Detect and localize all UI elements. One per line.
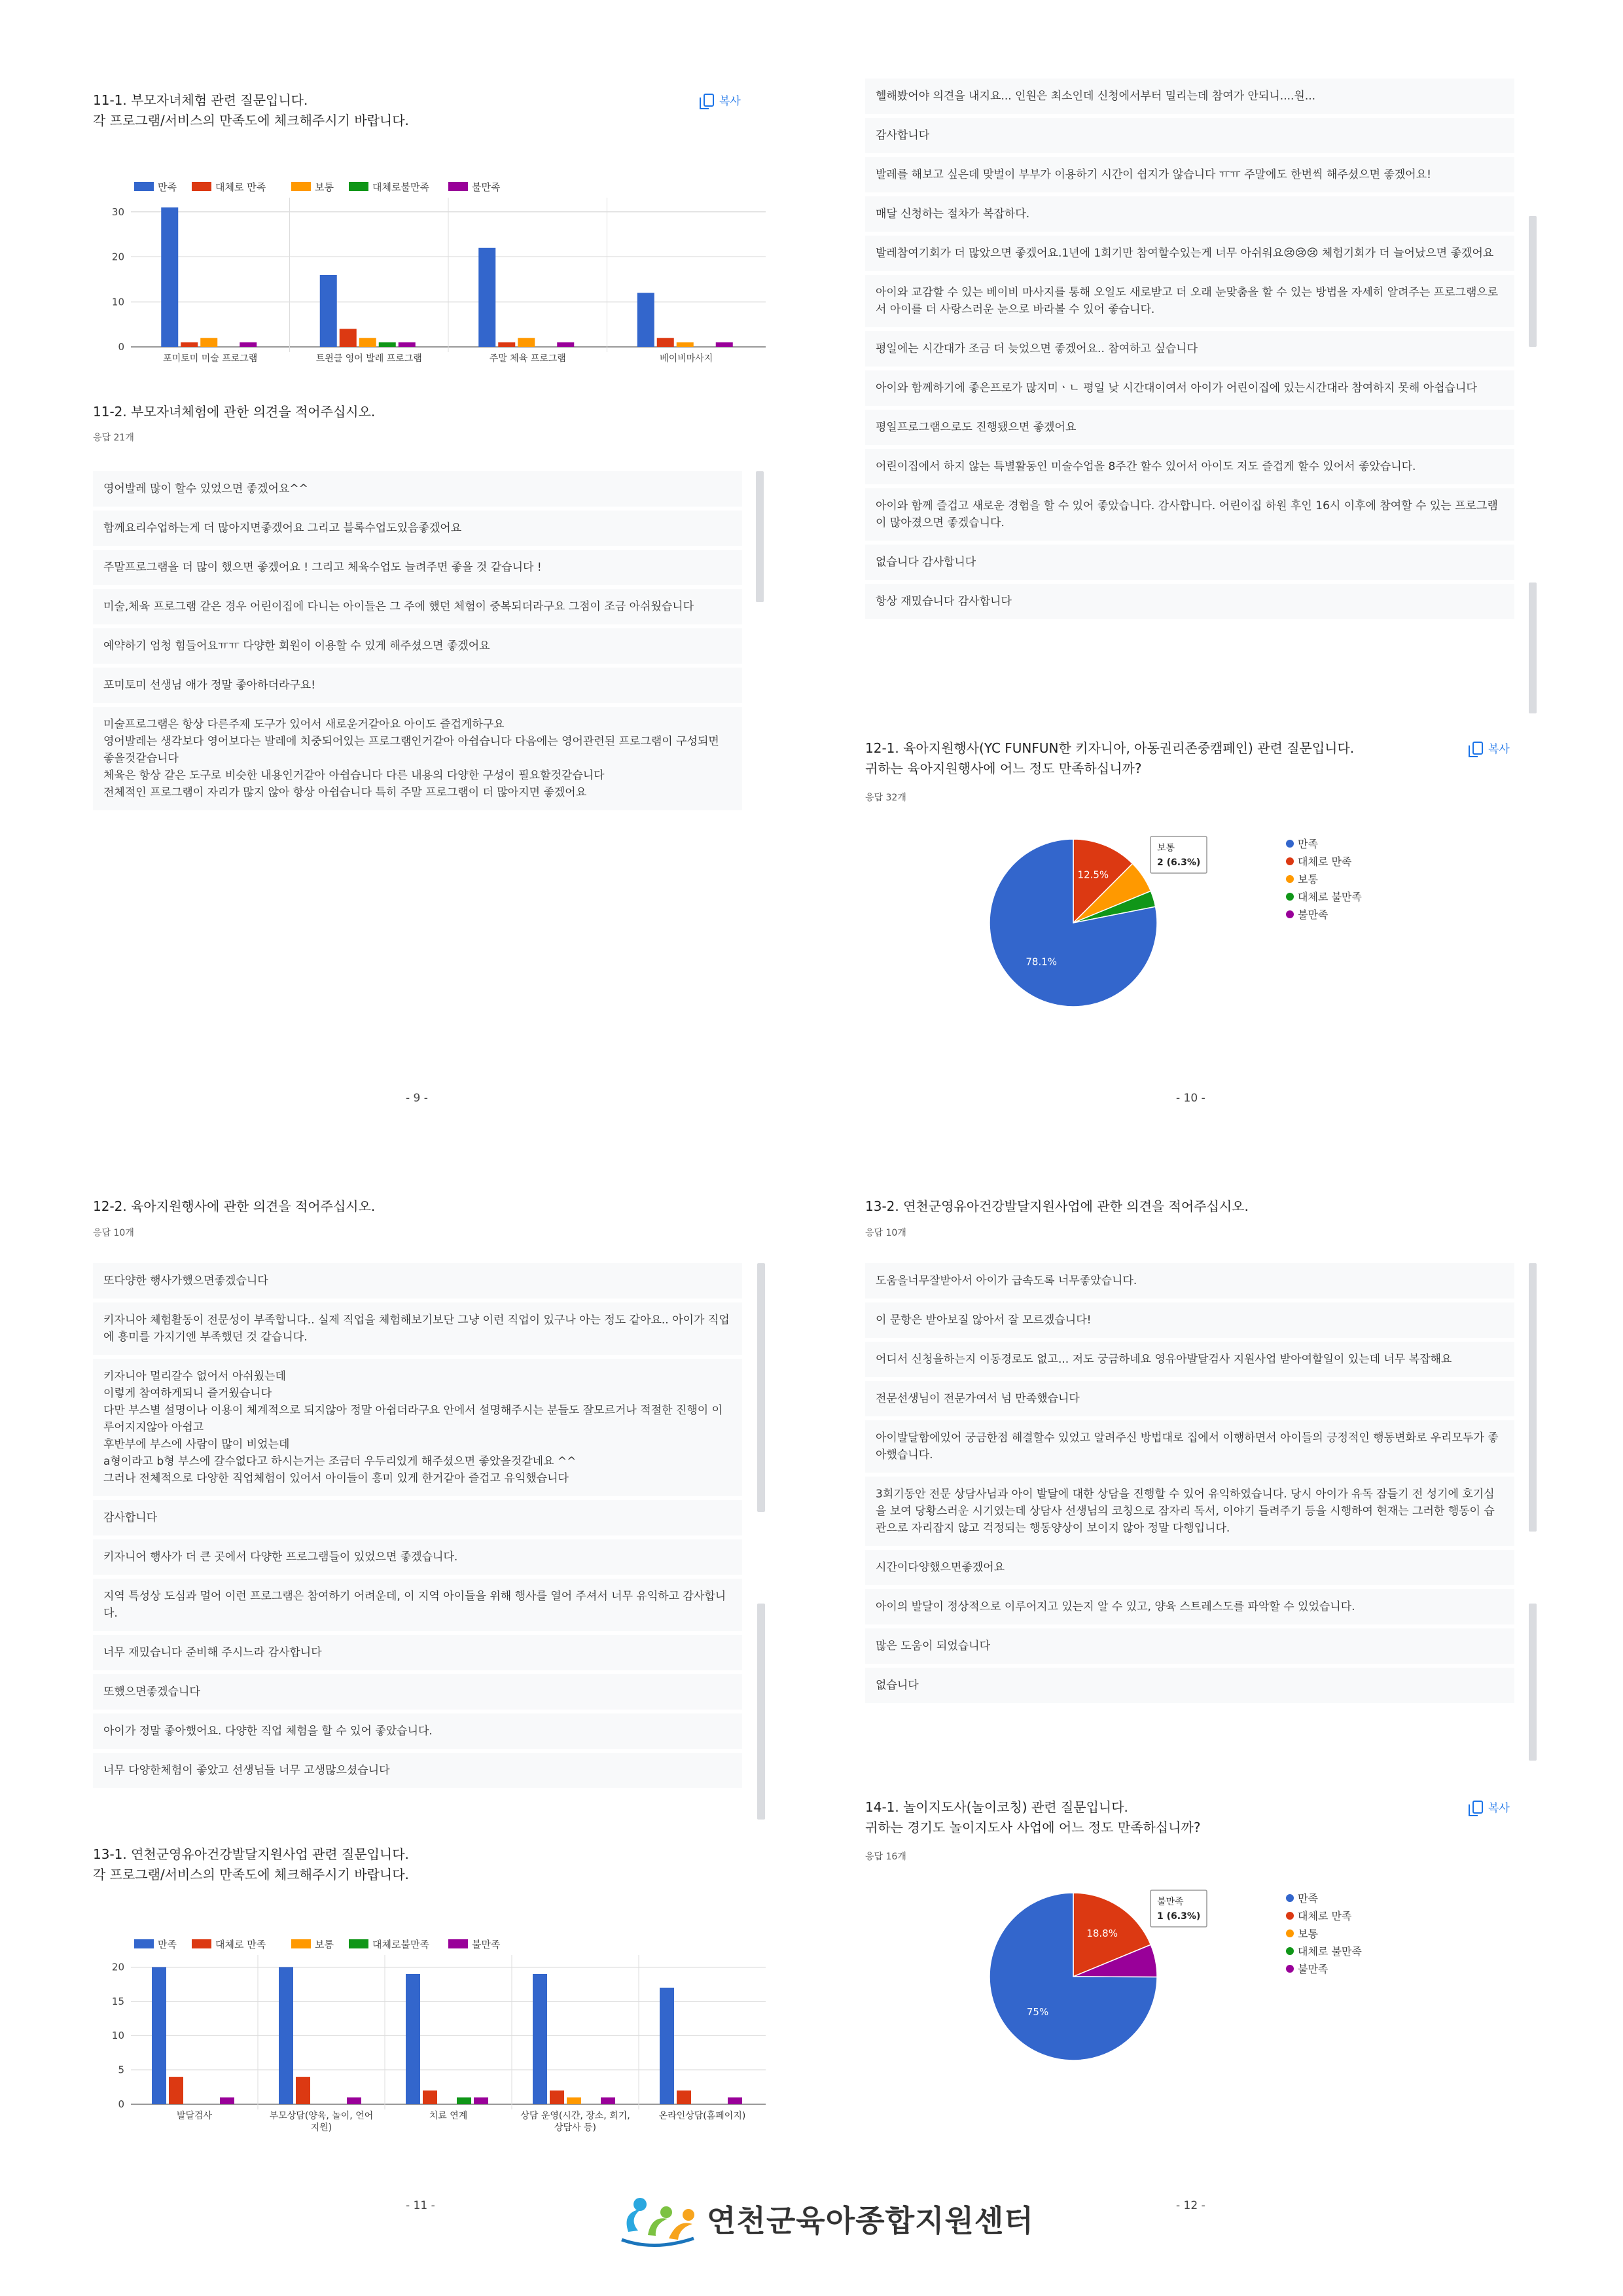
bar xyxy=(478,248,495,347)
bar xyxy=(474,2098,488,2104)
pie-slice-label: 78.1% xyxy=(1026,956,1058,968)
response-count: 응답 21개 xyxy=(93,433,134,443)
q11-2-title: 11-2. 부모자녀체험에 관한 의견을 적어주십시오. xyxy=(93,404,376,420)
x-tick-label: 온라인상담(홈페이지) xyxy=(658,2111,746,2121)
legend-dot-icon xyxy=(1286,893,1294,901)
page-number: - 11 - xyxy=(406,2199,435,2212)
y-tick-label: 0 xyxy=(118,341,124,353)
response-item: 아이의 발달이 정상적으로 이루어지고 있는지 알 수 있고, 양육 스트레스도를 파악할 수 있었습니다. xyxy=(865,1589,1514,1624)
chart-11-1 xyxy=(92,170,772,380)
footer-logo xyxy=(615,2179,1034,2258)
response-item: 시간이다양했으면좋겠어요 xyxy=(865,1550,1514,1585)
legend-dot-icon xyxy=(1286,1947,1294,1955)
scrollbar[interactable] xyxy=(757,1263,765,1512)
legend-swatch xyxy=(192,182,211,191)
response-item: 감사합니다 xyxy=(865,118,1514,153)
legend-label: 만족 xyxy=(1298,1892,1318,1905)
response-item: 미술프로그램은 항상 다른주제 도구가 있어서 새로운거같아요 아이도 즐겁게하구요 영어발레는 생각보다 영어보다는 발레에 치중되어있는 프로그램인거같아 아쉽습니다 다음에는 영어관련된 프로그램이 구성되면 좋을것같습니다 체육은 항상 같은 도구로 비슷한 내용인거같아 아쉽습니다 다른 내용의 다양한 구성이 필요할것같습니다 전체적인 프로그램이 자리가 많지 않아 항상 아쉽습니다 특히 주말 프로그램이 더 많아지면 좋겠어요 xyxy=(93,707,742,810)
legend-dot-icon xyxy=(1286,857,1294,865)
response-item: 포미토미 선생님 애가 정말 좋아하더라구요! xyxy=(93,668,742,703)
x-tick-label: 부모상담(양육, 놀이, 언어 xyxy=(269,2111,374,2121)
response-item: 예약하기 엄청 힘들어요ㅠㅠ 다양한 회원이 이용할 수 있게 해주셨으면 좋겠어요 xyxy=(93,628,742,664)
legend-label: 대체로 만족 xyxy=(215,181,266,193)
legend-item xyxy=(1286,1960,1362,1977)
legend-label: 불만족 xyxy=(472,1939,501,1950)
y-tick-label: 15 xyxy=(111,1995,124,2007)
bar xyxy=(533,1974,547,2104)
tooltip-label: 보통 xyxy=(1157,843,1175,853)
response-count: 응답 16개 xyxy=(865,1852,906,1862)
bar xyxy=(220,2098,234,2104)
legend-label: 보통 xyxy=(1298,873,1318,886)
copy-icon xyxy=(1472,742,1483,755)
response-item: 없습니다 감사합니다 xyxy=(865,545,1514,580)
legend-label: 불만족 xyxy=(1298,908,1329,921)
legend-label: 대체로 만족 xyxy=(1298,855,1352,868)
scrollbar[interactable] xyxy=(756,471,764,602)
bar xyxy=(379,342,396,347)
response-list-13-2 xyxy=(865,1263,1514,1707)
response-item: 또했으면좋겠습니다 xyxy=(93,1674,742,1710)
legend-label: 보통 xyxy=(315,181,334,193)
legend-item xyxy=(1286,888,1362,905)
legend-dot-icon xyxy=(1286,1894,1294,1902)
legend-dot-icon xyxy=(1286,1965,1294,1973)
bar xyxy=(498,342,515,347)
legend-item xyxy=(1286,1889,1362,1907)
q13-2-title: 13-2. 연천군영유아건강발달지원사업에 관한 의견을 적어주십시오. xyxy=(865,1198,1249,1214)
response-item: 없습니다 xyxy=(865,1668,1514,1703)
bar xyxy=(296,2077,310,2104)
y-tick-label: 20 xyxy=(111,1961,124,1973)
x-tick-label: 상담 운영(시간, 장소, 회기, xyxy=(520,2111,630,2121)
response-item: 헬해봤어야 의견을 내지요... 인원은 최소인데 신청에서부터 밀리는데 참여가 안되니....원... xyxy=(865,79,1514,114)
bar xyxy=(279,1967,293,2104)
response-item: 키자니어 행사가 더 큰 곳에서 다양한 프로그램들이 있었으면 좋겠습니다. xyxy=(93,1539,742,1575)
x-tick-label: 발달검사 xyxy=(176,2111,213,2121)
response-count: 응답 32개 xyxy=(865,793,906,803)
legend-swatch xyxy=(291,1939,311,1948)
bar xyxy=(677,342,694,347)
y-tick-label: 20 xyxy=(111,251,124,263)
pie-chart-14-1 xyxy=(982,1878,1257,2088)
page-number: - 10 - xyxy=(1176,1092,1205,1105)
response-count: 응답 10개 xyxy=(93,1228,134,1238)
tooltip-value: 2 (6.3%) xyxy=(1157,857,1201,868)
scrollbar[interactable] xyxy=(1529,216,1537,347)
response-item: 전문선생님이 전문가여서 넘 만족했습니다 xyxy=(865,1381,1514,1416)
bar xyxy=(406,1974,420,2104)
legend-label: 대체로불만족 xyxy=(372,181,429,193)
response-item: 함께요리수업하는게 더 많아지면좋겠어요 그리고 블록수업도있음좋겠어요 xyxy=(93,511,742,546)
legend-label: 보통 xyxy=(315,1939,334,1950)
legend-swatch xyxy=(192,1939,211,1948)
legend-swatch xyxy=(448,1939,468,1948)
response-item: 아이가 정말 좋아했어요. 다양한 직업 체험을 할 수 있어 좋았습니다. xyxy=(93,1713,742,1749)
legend-item xyxy=(1286,852,1362,870)
response-item: 너무 다양한체험이 좋았고 선생님들 너무 고생많으셨습니다 xyxy=(93,1753,742,1788)
response-item: 매달 신청하는 절차가 복잡하다. xyxy=(865,196,1514,232)
pie-legend xyxy=(1286,834,1362,923)
copy-icon xyxy=(1472,1801,1483,1814)
response-item: 지역 특성상 도심과 멀어 이런 프로그램은 참여하기 어려운데, 이 지역 아이들을 위해 행사를 열어 주셔서 너무 유익하고 감사합니다. xyxy=(93,1579,742,1631)
response-item: 키자니아 체험활동이 전문성이 부족합니다.. 실제 직업을 체험해보기보단 그냥 이런 직업이 있구나 아는 정도 같아요.. 아이가 직업에 흥미를 가지기엔 부족했던 것 같습니다. xyxy=(93,1302,742,1355)
response-item: 도움을너무잘받아서 아이가 급속도록 너무좋았습니다. xyxy=(865,1263,1514,1299)
response-item: 평일에는 시간대가 조금 더 늦었으면 좋겠어요.. 참여하고 싶습니다 xyxy=(865,331,1514,367)
bar xyxy=(457,2098,471,2104)
y-tick-label: 5 xyxy=(118,2064,124,2076)
legend-swatch xyxy=(134,1939,154,1948)
x-tick-label: 상담사 등) xyxy=(554,2123,597,2133)
bar xyxy=(181,342,198,347)
scrollbar[interactable] xyxy=(1529,1604,1537,1761)
y-tick-label: 10 xyxy=(111,2030,124,2042)
scrollbar[interactable] xyxy=(1529,1263,1537,1532)
center-logo-icon xyxy=(615,2186,700,2251)
response-item: 아이와 교감할 수 있는 베이비 마사지를 통해 오일도 새로받고 더 오래 눈맞춤을 할 수 있는 방법을 자세히 알려주는 프로그램으로서 아이를 더 사랑스러운 눈으로 바라볼 수 있어 좋습니다. xyxy=(865,275,1514,327)
response-item: 또다양한 행사가했으면좋겠습니다 xyxy=(93,1263,742,1299)
y-tick-label: 30 xyxy=(111,206,124,218)
legend-swatch xyxy=(291,182,311,191)
legend-dot-icon xyxy=(1286,840,1294,848)
legend-item xyxy=(1286,905,1362,923)
bar xyxy=(637,293,654,348)
bar xyxy=(399,342,416,347)
response-item: 항상 재밌습니다 감사합니다 xyxy=(865,584,1514,619)
response-item: 평일프로그램으로도 진행됐으면 좋겠어요 xyxy=(865,410,1514,445)
legend-label: 대체로불만족 xyxy=(372,1939,429,1950)
response-item: 미술,체육 프로그램 같은 경우 어린이집에 다니는 아이들은 그 주에 했던 체험이 중복되더라구요 그점이 조금 아쉬웠습니다 xyxy=(93,589,742,624)
legend-swatch xyxy=(349,182,368,191)
response-item: 이 문항은 받아보질 않아서 잘 모르겠습니다! xyxy=(865,1302,1514,1338)
legend-item xyxy=(1286,1924,1362,1942)
bar xyxy=(677,2090,691,2104)
q12-2-title: 12-2. 육아지원행사에 관한 의견을 적어주십시오. xyxy=(93,1198,376,1214)
response-list-12-2 xyxy=(93,1263,742,1792)
x-tick-label: 포미토미 미술 프로그램 xyxy=(163,353,258,364)
x-tick-label: 치료 연계 xyxy=(429,2111,468,2121)
response-count: 응답 10개 xyxy=(865,1228,906,1238)
bar xyxy=(200,338,217,347)
response-list-11-2-cont xyxy=(865,79,1514,623)
legend-dot-icon xyxy=(1286,1929,1294,1937)
q13-1-title: 13-1. 연천군영유아건강발달지원사업 관련 질문입니다. 각 프로그램/서비스의 만족도에 체크해주시기 바랍니다. xyxy=(93,1846,409,1882)
scrollbar[interactable] xyxy=(757,1604,765,1820)
bar xyxy=(347,2098,361,2104)
response-list-11-2 xyxy=(93,471,742,814)
legend-item xyxy=(1286,834,1362,852)
response-item: 발레참여기회가 더 많았으면 좋겠어요.1년에 1회기만 참여할수있는게 너무 아쉬워요😢😢😢 체험기회가 더 늘어났으면 좋겠어요 xyxy=(865,236,1514,271)
legend-item xyxy=(1286,1942,1362,1960)
response-item: 어디서 신청을하는지 이동경로도 없고... 저도 궁금하네요 영유아발달검사 지원사업 받아여할일이 있는데 너무 복잡해요 xyxy=(865,1342,1514,1377)
legend-label: 대체로 만족 xyxy=(215,1939,266,1950)
x-tick-label: 트윈클 영어 발레 프로그램 xyxy=(315,353,422,364)
bar xyxy=(423,2090,437,2104)
bar xyxy=(601,2098,615,2104)
y-tick-label: 0 xyxy=(118,2098,124,2110)
bar xyxy=(550,2090,564,2104)
copy-button[interactable]: 복사 xyxy=(704,92,741,108)
pie-legend xyxy=(1286,1889,1362,1977)
legend-label: 대체로 만족 xyxy=(1298,1910,1352,1922)
bar xyxy=(320,275,337,347)
bar xyxy=(518,338,535,347)
response-item: 많은 도움이 되었습니다 xyxy=(865,1628,1514,1664)
legend-swatch xyxy=(349,1939,368,1948)
bar xyxy=(657,338,674,347)
q11-1-title: 11-1. 부모자녀체험 관련 질문입니다. 각 프로그램/서비스의 만족도에 체크해주시기 바랍니다. xyxy=(93,92,409,128)
page-number: - 12 - xyxy=(1176,2199,1205,2212)
legend-label: 불만족 xyxy=(472,181,501,193)
response-item: 발레를 해보고 싶은데 맞벌이 부부가 이용하기 시간이 쉽지가 않습니다 ㅠㅠ 주말에도 한번씩 해주셨으면 좋겠어요! xyxy=(865,157,1514,192)
tooltip-value: 1 (6.3%) xyxy=(1157,1911,1201,1922)
bar xyxy=(728,2098,742,2104)
copy-button[interactable]: 복사 xyxy=(1472,1799,1510,1815)
copy-button[interactable]: 복사 xyxy=(1472,740,1510,756)
legend-dot-icon xyxy=(1286,910,1294,918)
chart-13-1 xyxy=(92,1928,772,2150)
response-item: 아이발달함에있어 궁금한점 해결할수 있었고 알려주신 방법대로 집에서 이행하면서 아이들의 긍정적인 행동변화로 우리모두가 좋아했습니다. xyxy=(865,1420,1514,1473)
bar xyxy=(240,342,257,347)
legend-label: 보통 xyxy=(1298,1928,1318,1940)
response-item: 아이와 함께하기에 좋은프로가 많지미ㆍㄴ 평일 낮 시간대이여서 아이가 어린이집에 있는시간대라 참여하지 못해 아쉽습니다 xyxy=(865,370,1514,406)
bar xyxy=(340,329,357,348)
legend-item xyxy=(1286,870,1362,888)
response-item: 너무 재밌습니다 준비해 주시느라 감사합니다 xyxy=(93,1635,742,1670)
bar xyxy=(152,1967,166,2104)
legend-label: 불만족 xyxy=(1298,1963,1329,1975)
legend-swatch xyxy=(134,182,154,191)
legend-label: 만족 xyxy=(158,181,177,193)
pie-slice-label: 12.5% xyxy=(1077,869,1109,881)
x-tick-label: 베이비마사지 xyxy=(660,353,713,364)
response-item: 영어발레 많이 할수 있었으면 좋겠어요^^ xyxy=(93,471,742,507)
q14-1-title: 14-1. 놀이지도사(놀이코칭) 관련 질문입니다. 귀하는 경기도 놀이지도사 사업에 어느 정도 만족하십니까? xyxy=(865,1799,1201,1835)
response-item: 어린이집에서 하지 않는 특별활동인 미술수업을 8주간 할수 있어서 아이도 저도 즐겁게 할수 있어서 좋았습니다. xyxy=(865,449,1514,484)
legend-label: 만족 xyxy=(158,1939,177,1950)
bar xyxy=(557,342,574,347)
bar xyxy=(567,2098,581,2104)
org-name: 연천군육아종합지원센터 xyxy=(707,2203,1034,2238)
x-tick-label: 지원) xyxy=(310,2123,332,2133)
legend-label: 만족 xyxy=(1298,838,1318,850)
legend-label: 대체로 불만족 xyxy=(1298,1945,1362,1958)
legend-label: 대체로 불만족 xyxy=(1298,891,1362,903)
bar xyxy=(169,2077,183,2104)
tooltip-label: 불만족 xyxy=(1157,1897,1184,1907)
legend-dot-icon xyxy=(1286,1912,1294,1920)
response-item: 주말프로그램을 더 많이 했으면 좋겠어요 ! 그리고 체육수업도 늘려주면 좋을 것 같습니다 ! xyxy=(93,550,742,585)
pie-chart-12-1 xyxy=(982,825,1257,1034)
legend-swatch xyxy=(448,182,468,191)
pie-slice-label: 18.8% xyxy=(1086,1928,1118,1940)
page-number: - 9 - xyxy=(406,1092,428,1105)
y-tick-label: 10 xyxy=(111,296,124,308)
response-item: 키자니아 멀리갈수 없어서 아쉬웠는데 이렇게 참여하게되니 즐거웠습니다 다만 부스별 설명이나 이용이 체계적으로 되지않아 정말 아쉽더라구요 안에서 설명해주시는 분들도 잘모르거나 적절한 진행이 이루어지지않아 아쉽고 후반부에 부스에 사람이 많이 비었는데 a형이라고 b형 부스에 갈수없다고 하시는거는 조금더 우두리있게 해주셨으면 좋았을것같네요 ^^ 그러나 전체적으로 다양한 직업체험이 있어서 아이들이 흥미 있게 한거같아 즐겁고 유익했습니다 xyxy=(93,1359,742,1496)
q12-1-title: 12-1. 육아지원행사(YC FUNFUN한 키자니아, 아동권리존중캠페인) 관련 질문입니다. 귀하는 육아지원행사에 어느 정도 만족하십니까? xyxy=(865,740,1355,776)
legend-dot-icon xyxy=(1286,875,1294,883)
pie-slice-label: 75% xyxy=(1026,2006,1049,2018)
bar xyxy=(161,207,178,347)
scrollbar[interactable] xyxy=(1529,583,1537,713)
copy-icon xyxy=(704,94,714,107)
x-tick-label: 주말 체육 프로그램 xyxy=(489,353,566,364)
response-item: 감사합니다 xyxy=(93,1500,742,1535)
legend-item xyxy=(1286,1907,1362,1924)
response-item: 3회기동안 전문 상담사님과 아이 발달에 대한 상담을 진행할 수 있어 유익하였습니다. 당시 아이가 유독 잠들기 전 성기에 호기심을 보여 당황스러운 시기였는데 상담사 선생님의 코칭으로 잠자리 독서, 이야기 들려주기 등을 시행하여 현재는 그러한 행동이 습관으로 자리잡지 않고 걱정되는 행동양상이 보이지 않아 정말 다행입니다. xyxy=(865,1477,1514,1546)
bar xyxy=(660,1988,674,2104)
response-item: 아이와 함께 즐겁고 새로운 경험을 할 수 있어 좋았습니다. 감사합니다. 어린이집 하원 후인 16시 이후에 참여할 수 있는 프로그램이 많아졌으면 좋겠습니다. xyxy=(865,488,1514,541)
bar xyxy=(359,338,376,347)
bar xyxy=(716,342,733,347)
